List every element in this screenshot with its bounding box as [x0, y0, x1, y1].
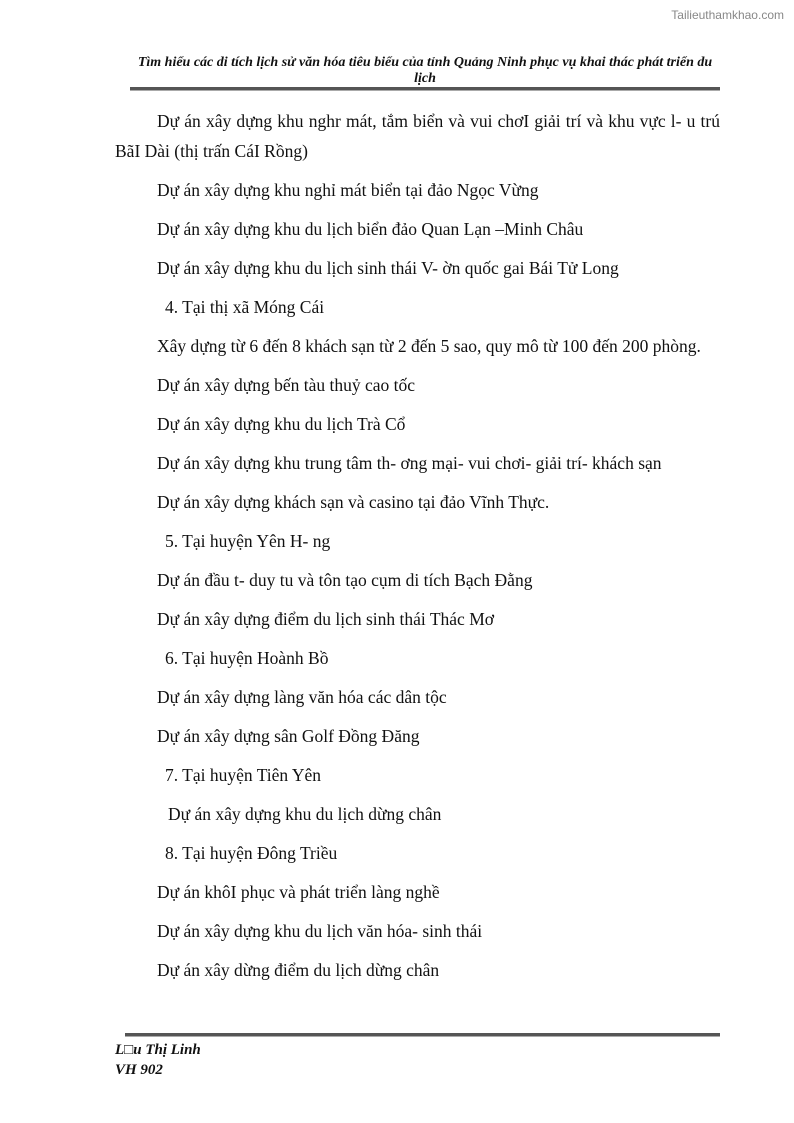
- watermark: Tailieuthamkhao.com: [671, 8, 784, 22]
- paragraph: Dự án xây dựng khu trung tâm th- ơng mại- vui chơi- giải trí- khách sạn: [157, 453, 662, 473]
- paragraph: Dự án xây dựng khách sạn và casino tại đảo Vĩnh Thực.: [157, 492, 550, 512]
- paragraph: Dự án đầu t- duy tu và tôn tạo cụm di tích Bạch Đằng: [157, 570, 533, 590]
- document-body: [115, 106, 720, 994]
- paragraph: Dự án xây dựng sân Golf Đồng Đăng: [157, 726, 420, 746]
- section-heading: 7. Tại huyện Tiên Yên: [165, 765, 322, 785]
- paragraph: Dự án khôI phục và phát triển làng nghề: [157, 882, 440, 902]
- paragraph: Dự án xây dựng khu nghỉ mát biển tại đảo Ngọc Vừng: [157, 180, 539, 200]
- page-header-title: Tìm hiểu các di tích lịch sử văn hóa tiêu biểu của tỉnh Quảng Ninh phục vụ khai thác phát triển du lịch: [137, 55, 713, 86]
- paragraph: Dự án xây dựng điểm du lịch sinh thái Thác Mơ: [157, 609, 495, 629]
- section-heading: 5. Tại huyện Yên H- ng: [165, 531, 331, 551]
- paragraph: Dự án xây dựng làng văn hóa các dân tộc: [157, 687, 447, 707]
- paragraph: Dự án xây dựng khu du lịch biển đảo Quan Lạn –Minh Châu: [157, 219, 584, 239]
- paragraph: Dự án xây dựng khu du lịch Trà Cổ: [157, 414, 406, 434]
- paragraph: Xây dựng từ 6 đến 8 khách sạn từ 2 đến 5 sao, quy mô từ 100 đến 200 phòng.: [157, 336, 701, 356]
- paragraph: Dự án xây dựng khu du lịch dừng chân: [168, 804, 442, 824]
- footer-author: L□u Thị Linh: [115, 1042, 201, 1058]
- footer-divider: [125, 1033, 720, 1037]
- section-heading: 6. Tại huyện Hoành Bồ: [165, 648, 329, 668]
- paragraph: Dự án xây dừng điểm du lịch dừng chân: [157, 960, 440, 980]
- paragraph: Dự án xây dựng khu du lịch văn hóa- sinh thái: [157, 921, 483, 941]
- page-footer: [115, 1040, 201, 1080]
- section-heading: 8. Tại huyện Đông Triều: [165, 843, 338, 863]
- paragraph: Dự án xây dựng bến tàu thuỷ cao tốc: [157, 375, 416, 395]
- section-heading: 4. Tại thị xã Móng Cái: [165, 297, 325, 317]
- paragraph: Dự án xây dựng khu nghr mát, tắm biển và vui chơI giải trí và khu vực l- u trú BãI Dài (thị trấn CáI Rồng): [115, 111, 720, 161]
- footer-class: VH 902: [115, 1062, 163, 1078]
- paragraph: Dự án xây dựng khu du lịch sinh thái V- ờn quốc gai Bái Tử Long: [157, 258, 619, 278]
- header-divider: [130, 87, 720, 91]
